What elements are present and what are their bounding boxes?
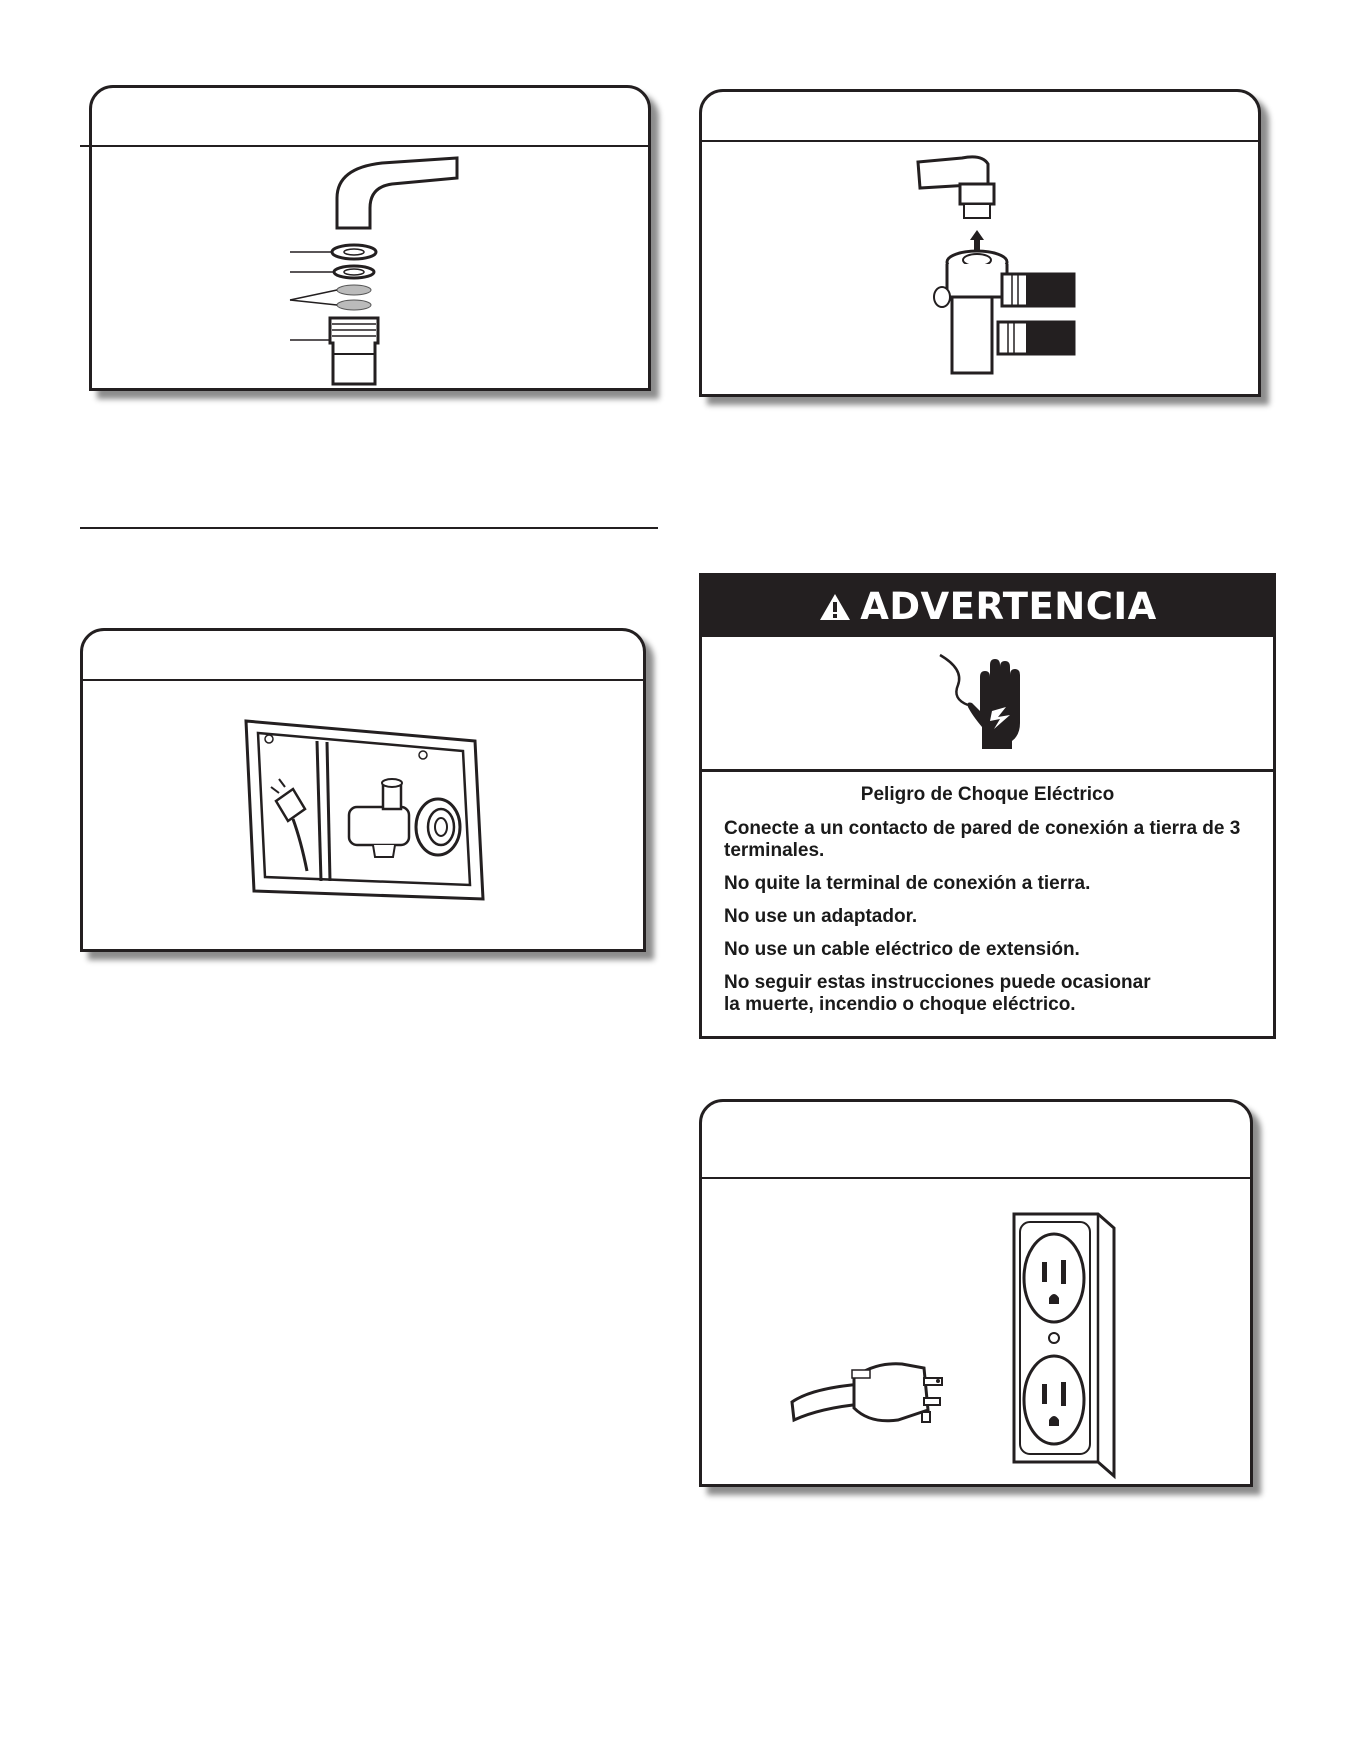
faucet-aerator-illustration-panel: [89, 85, 651, 391]
faucet-adapter-illustration-panel: [699, 89, 1261, 397]
warning-line: Conecte a un contacto de pared de conexión a tierra de 3 terminales.: [724, 818, 1241, 861]
plug-and-outlet-illustration: [702, 1102, 1256, 1490]
section-rule: [80, 527, 658, 529]
warning-line: No use un adaptador.: [724, 906, 918, 927]
electric-shock-hand-icon: [934, 649, 1034, 754]
warning-line: No use un cable eléctrico de extensión.: [724, 939, 1080, 960]
warning-header: [702, 576, 1273, 637]
faucet-adapter-illustration: [702, 92, 1264, 400]
hazard-title: Peligro de Choque Eléctrico: [860, 784, 1115, 805]
junction-box-illustration-panel: [80, 628, 646, 952]
warning-triangle-icon: [818, 592, 852, 622]
faucet-aerator-illustration: [92, 88, 654, 394]
grounded-outlet-illustration-panel: [699, 1099, 1253, 1487]
warning-body: [702, 772, 1273, 1016]
electric-shock-warning-box: [699, 573, 1276, 1039]
warning-consequence: No seguir estas instrucciones puede ocasionar la muerte, incendio o choque eléctrico.: [724, 972, 1151, 1015]
warning-line: No quite la terminal de conexión a tierra.: [724, 873, 1091, 894]
warning-title: ADVERTENCIA: [860, 585, 1157, 628]
junction-box-illustration: [83, 631, 649, 955]
warning-icon-area: [702, 637, 1273, 772]
